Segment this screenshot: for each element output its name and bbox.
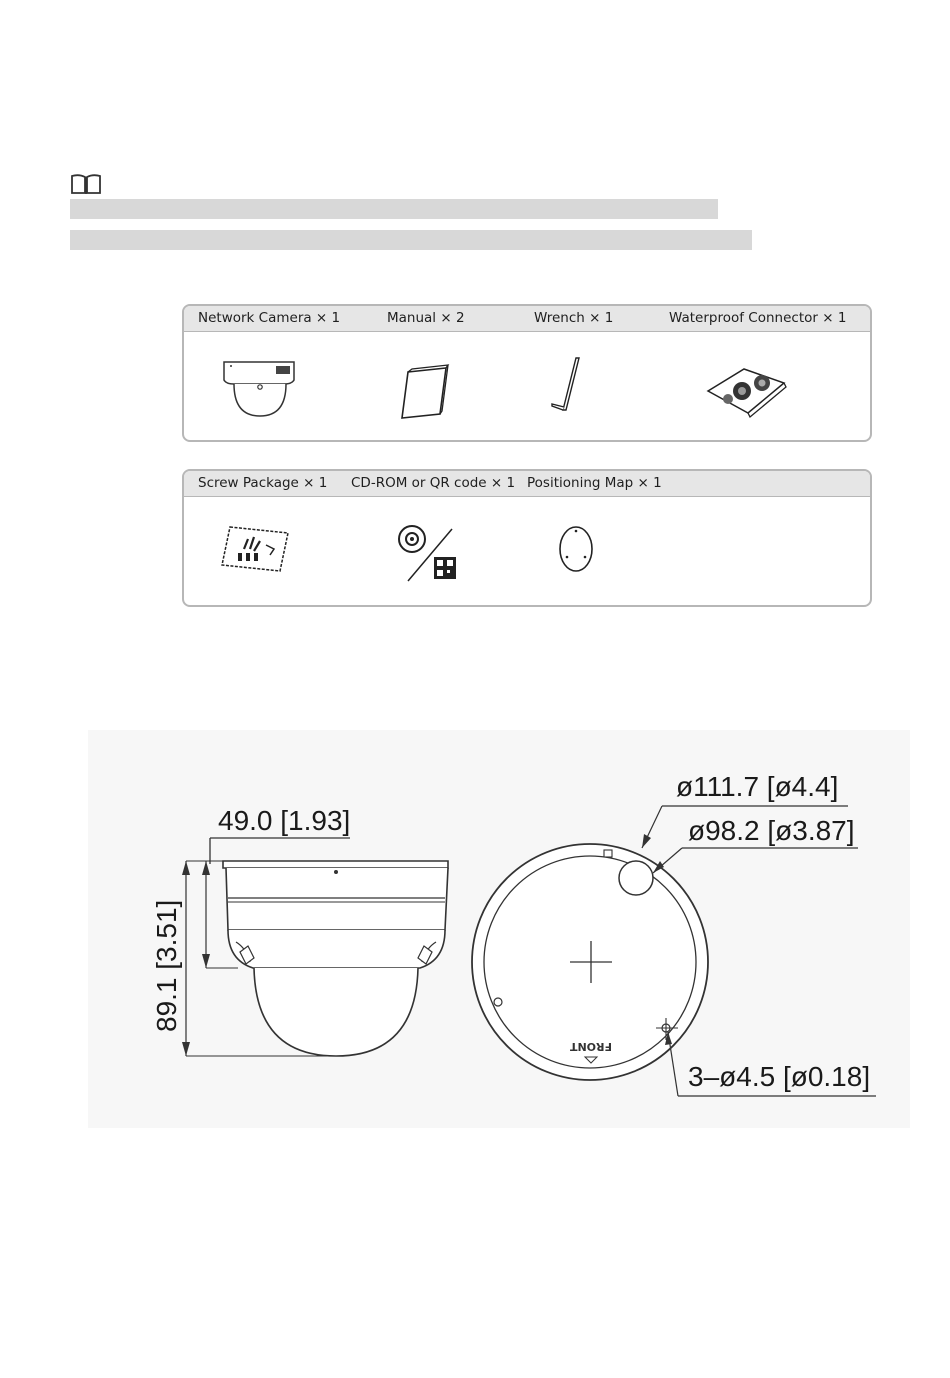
dimension-drawing-panel (88, 730, 910, 1128)
dimension-drawing (88, 730, 910, 1128)
inner-diameter-label: ø98.2 [ø3.87] (688, 815, 855, 846)
label-wrench: Wrench × 1 (534, 310, 614, 326)
camera-top-view (472, 844, 708, 1080)
packing-list-box-2 (182, 469, 872, 607)
width-dimension-label: 49.0 [1.93] (218, 805, 351, 836)
hole-diameter-label: 3–ø4.5 [ø0.18] (688, 1061, 871, 1092)
label-waterproof-connector: Waterproof Connector × 1 (669, 310, 847, 326)
label-network-camera: Network Camera × 1 (198, 310, 341, 326)
wrench-icon (546, 354, 586, 418)
redacted-note-line-2 (70, 230, 752, 250)
packing-list-box-1 (182, 304, 872, 442)
packing-list-header-1 (184, 306, 870, 332)
label-positioning-map: Positioning Map × 1 (527, 475, 662, 491)
height-dimension-label: 89.1 [3.51] (151, 899, 182, 1032)
front-mark-label: FRONT (569, 1040, 613, 1053)
cdrom-qr-icon (396, 521, 466, 583)
screw-package-icon (220, 523, 292, 575)
packing-list-header-2 (184, 471, 870, 497)
note-book-icon (70, 172, 102, 196)
camera-side-view (182, 838, 448, 1056)
manual-icon (400, 364, 452, 420)
outer-diameter-label: ø111.7 [ø4.4] (676, 771, 839, 802)
positioning-map-icon (556, 523, 596, 575)
redacted-note-line-1 (70, 199, 718, 219)
connector-icon (704, 361, 788, 419)
label-cdrom-qr: CD-ROM or QR code × 1 (351, 475, 516, 491)
camera-icon (220, 356, 300, 420)
label-screw-package: Screw Package × 1 (198, 475, 328, 491)
label-manual: Manual × 2 (387, 310, 465, 326)
